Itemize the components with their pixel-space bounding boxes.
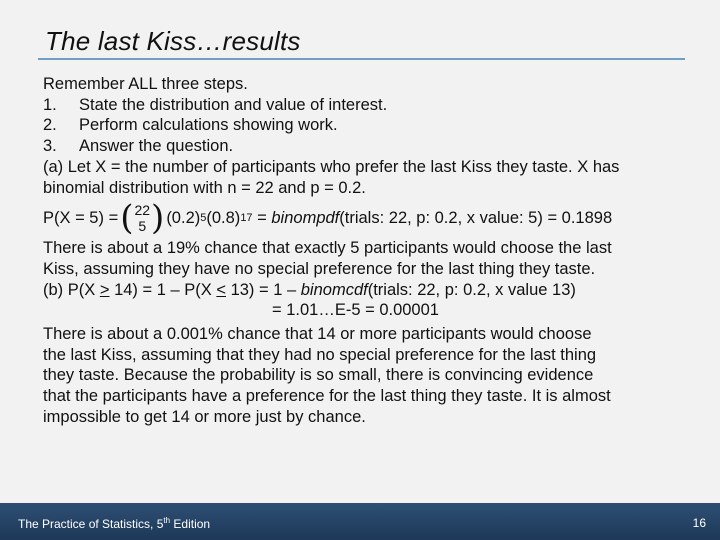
binom-bottom: 5 xyxy=(138,218,147,235)
part-a-text: binomial distribution with n = 22 and p = 0.2. xyxy=(43,178,366,197)
step-item xyxy=(43,115,693,136)
formula-rest: (trials: 22, p: 0.2, x value: 5) = 0.1898 xyxy=(339,208,613,227)
interpretation-b: the last Kiss, assuming that they had no special preference for the last thing xyxy=(43,345,597,364)
leq-symbol: < xyxy=(216,280,226,299)
step-item xyxy=(43,136,693,157)
binomial-formula: P(X = 5) = ( 22 5 ) (0.2) 5 (0.8) 17 = binompdf (trials: 22, p: 0.2, x value: 5) = 0.1898 xyxy=(43,198,613,239)
interpretation-b: impossible to get 14 or more just by chance. xyxy=(43,407,366,426)
interpretation-a: Kiss, assuming they have no special preference for the last thing they taste. xyxy=(43,259,596,278)
interpretation-b: There is about a 0.001% chance that 14 or more participants would choose xyxy=(43,325,592,344)
interpretation-b: they taste. Because the probability is so small, there is convincing evidence xyxy=(43,366,594,385)
interpretation-b: that the participants have a preference for the last thing they taste. It is almost xyxy=(43,387,611,406)
intro-text: Remember ALL three steps. xyxy=(43,75,248,93)
formula-eq: = xyxy=(252,208,272,227)
page-number: 16 xyxy=(692,516,706,530)
step-number: 3. xyxy=(43,137,57,156)
part-b-result: = 1.01…E-5 = 0.00001 xyxy=(272,301,439,320)
formula-function: binomcdf xyxy=(300,280,368,299)
formula-function: binompdf xyxy=(271,208,340,227)
step-number: 2. xyxy=(43,116,57,135)
title-divider xyxy=(38,58,685,60)
step-text: Perform calculations showing work. xyxy=(79,116,338,135)
paren-close: ) xyxy=(151,198,165,239)
step-text: State the distribution and value of interest. xyxy=(79,95,388,114)
book-title: The Practice of Statistics, 5th Edition xyxy=(18,516,211,531)
step-number: 1. xyxy=(43,95,57,114)
power-term: (0.2) xyxy=(166,208,201,227)
footer-bar xyxy=(0,503,720,540)
step-item xyxy=(43,95,693,116)
paren-open: ( xyxy=(120,198,134,239)
step-text: Answer the question. xyxy=(79,137,234,156)
part-a-text: (a) Let X = the number of participants who prefer the last Kiss they taste. X has xyxy=(43,157,620,176)
interpretation-a: There is about a 19% chance that exactly 5 participants would choose the last xyxy=(43,239,612,258)
power-term: (0.8) xyxy=(206,208,241,227)
binom-top: 22 xyxy=(134,202,151,219)
binomial-coefficient xyxy=(120,198,165,239)
slide-body xyxy=(43,74,693,428)
part-b-formula: (b) P(X > 14) = 1 – P(X < 13) = 1 – binomcdf(trials: 22, p: 0.2, x value 13) xyxy=(43,280,576,299)
geq-symbol: > xyxy=(99,280,110,299)
slide-title: The last Kiss…results xyxy=(45,26,301,56)
formula-lhs: P(X = 5) = xyxy=(43,208,119,227)
